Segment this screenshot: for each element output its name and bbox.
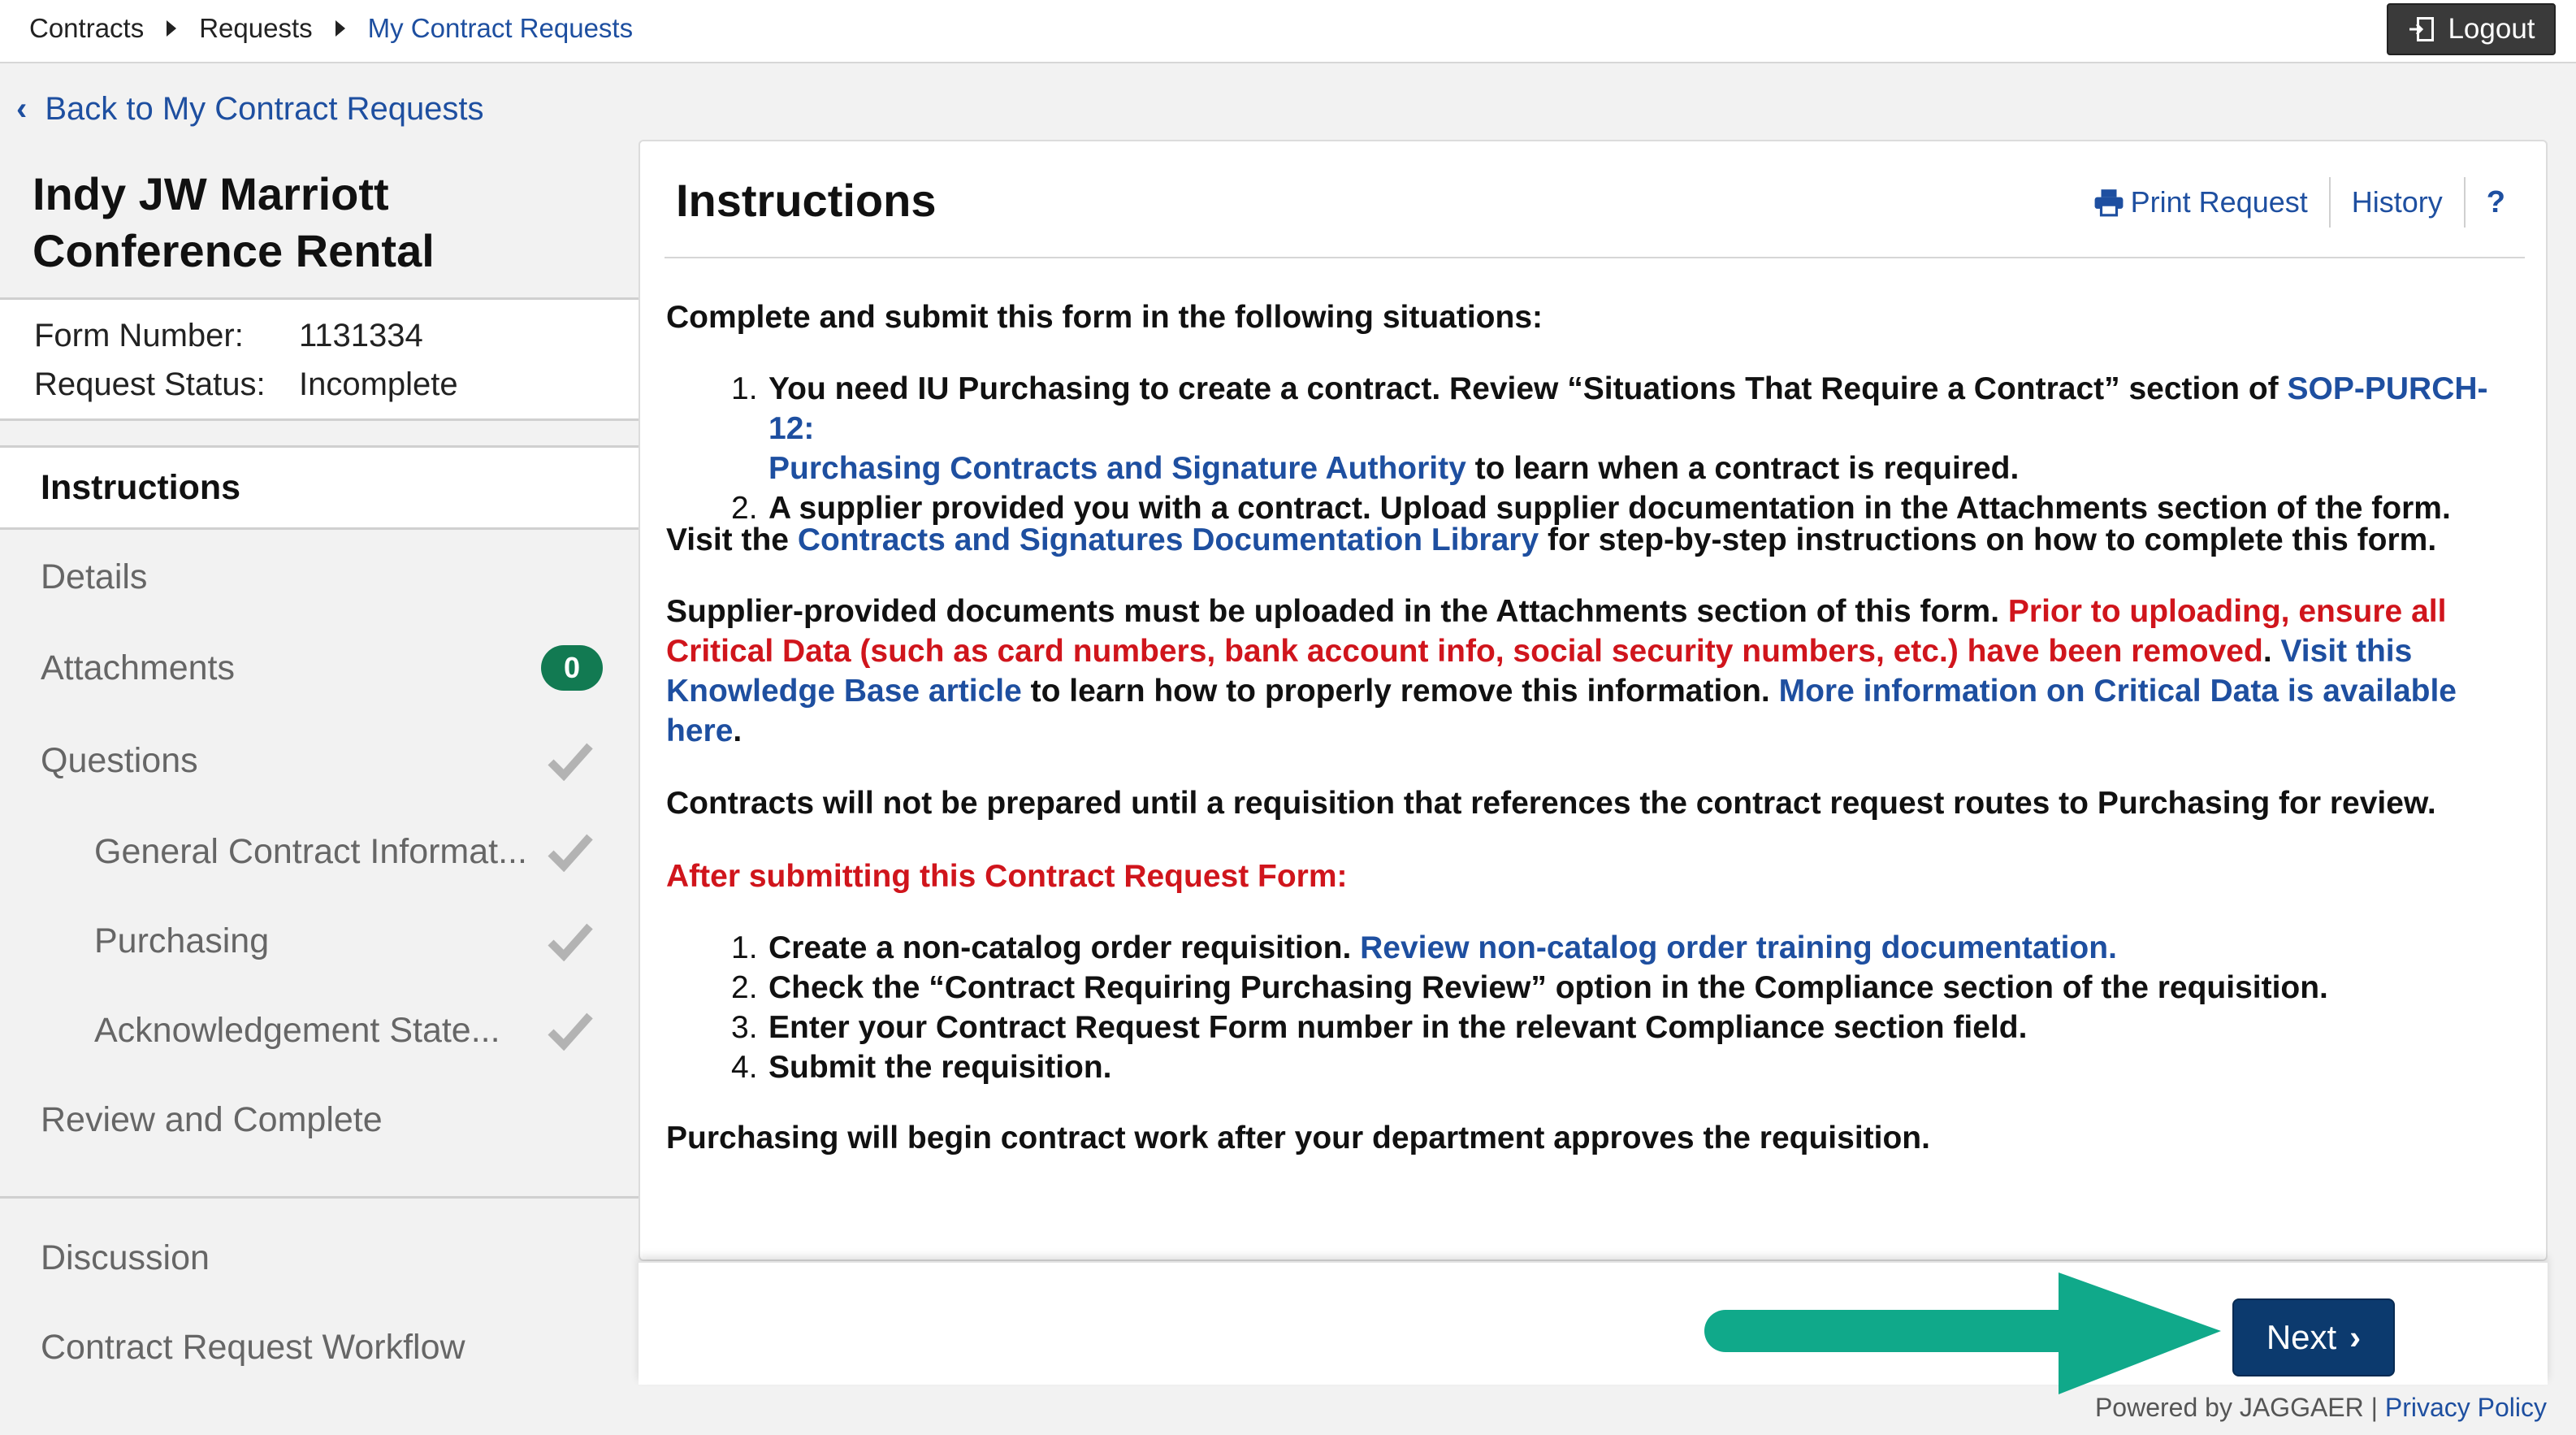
non-catalog-training-link[interactable]: Review non-catalog order training documentation xyxy=(1360,930,2109,965)
sidebar-item-label: Contract Request Workflow xyxy=(41,1327,465,1367)
sop-purch-12-link[interactable]: SOP-PURCH-12: xyxy=(768,371,2488,446)
sidebar-item-label: Acknowledgement State... xyxy=(94,1010,500,1050)
breadcrumb-separator-icon xyxy=(336,20,345,37)
sidebar-item-label: Attachments xyxy=(41,648,235,687)
list-item xyxy=(666,928,2518,968)
list-text: Create a non-catalog order requisition. xyxy=(768,930,1361,965)
request-title-line2: Conference Rental xyxy=(32,225,435,276)
list-number: 3. xyxy=(731,1010,758,1045)
form-number-label: Form Number: xyxy=(34,318,244,353)
supplier-end: . xyxy=(733,713,742,748)
next-button[interactable] xyxy=(2232,1298,2395,1376)
sidebar-item-review-and-complete[interactable] xyxy=(0,1077,639,1162)
critical-data-info-link[interactable]: More information on Critical Data is available xyxy=(1778,674,2457,709)
top-bar xyxy=(0,0,2576,63)
list-item xyxy=(666,968,2518,1008)
sidebar-item-label: Discussion xyxy=(41,1238,210,1277)
sidebar-item-questions[interactable] xyxy=(0,718,639,803)
after-submitting-list xyxy=(666,928,2518,1087)
page-title: Instructions xyxy=(676,175,937,226)
toolbar-divider xyxy=(2464,177,2466,228)
list-text: Enter your Contract Request Form number in the relevant Compliance section field. xyxy=(768,1010,2028,1045)
supplier-text-a: Supplier-provided documents must be uploaded in the Attachments section of this form. xyxy=(666,594,2008,629)
closing-text: Purchasing will begin contract work after your department approves the requisition. xyxy=(666,1121,1930,1155)
intro-text: Complete and submit this form in the following situations: xyxy=(666,300,1543,335)
list-text-end: . xyxy=(2108,930,2117,965)
checkmark-icon xyxy=(548,740,593,781)
supplier-documents-text xyxy=(666,592,2518,751)
list-number: 4. xyxy=(731,1050,758,1085)
sidebar-item-contract-request-workflow[interactable] xyxy=(0,1305,639,1389)
form-number-value: 1131334 xyxy=(299,318,423,353)
list-number: 1. xyxy=(731,371,758,406)
attachments-count-badge: 0 xyxy=(541,645,603,691)
powered-by-footer xyxy=(2095,1393,2547,1423)
list-number: 2. xyxy=(731,970,758,1005)
request-status-label: Request Status: xyxy=(34,366,266,402)
list-text: to learn when a contract is required. xyxy=(1466,451,2020,486)
print-request-label: Print Request xyxy=(2130,185,2308,219)
logout-button[interactable] xyxy=(2387,3,2556,55)
visit-text xyxy=(666,520,2518,560)
logout-label: Logout xyxy=(2448,13,2535,45)
sidebar-item-attachments[interactable] xyxy=(0,626,639,710)
sidebar-divider xyxy=(0,1196,639,1199)
help-icon[interactable]: ? xyxy=(2486,184,2505,219)
visit-text-a: Visit the xyxy=(666,522,798,557)
after-submitting-heading: After submitting this Contract Request Form: xyxy=(666,859,1348,894)
list-text: A supplier provided you with a contract. Upload supplier documentation in the Attachments section of the form. xyxy=(768,491,2451,526)
checkmark-icon xyxy=(548,831,593,872)
checkmark-icon xyxy=(548,1010,593,1051)
history-link[interactable]: History xyxy=(2351,185,2443,219)
critical-data-warning: Prior to uploading, ensure all xyxy=(2007,594,2447,629)
back-to-my-contract-requests-link[interactable] xyxy=(16,91,484,128)
list-item xyxy=(666,1047,2518,1087)
critical-data-info-link[interactable]: here xyxy=(666,713,734,748)
card-toolbar xyxy=(2093,177,2505,228)
sidebar-item-label: General Contract Informat... xyxy=(94,831,527,871)
sidebar-item-acknowledgement-statement[interactable] xyxy=(0,988,639,1073)
breadcrumb xyxy=(29,13,633,44)
request-title xyxy=(32,166,435,280)
list-item xyxy=(666,1008,2518,1047)
list-text: You need IU Purchasing to create a contract. Review “Situations That Require a Contract” section of xyxy=(768,371,2288,406)
documentation-library-link[interactable]: Contracts and Signatures Documentation Library xyxy=(797,522,1539,557)
knowledge-base-link[interactable]: Knowledge Base article xyxy=(666,674,1022,709)
sidebar-item-details[interactable] xyxy=(0,535,639,619)
list-text: Check the “Contract Requiring Purchasing Review” option in the Compliance section of the requisition. xyxy=(768,970,2328,1005)
request-status-value: Incomplete xyxy=(299,366,458,402)
list-item xyxy=(666,369,2518,488)
sidebar-item-label: Purchasing xyxy=(94,921,270,960)
knowledge-base-link[interactable]: Visit this xyxy=(2280,634,2413,669)
supplier-period: . xyxy=(2262,634,2281,669)
chevron-right-icon: › xyxy=(2349,1318,2362,1356)
visit-text-b: for step-by-step instructions on how to complete this form. xyxy=(1539,522,2437,557)
sidebar-item-label: Questions xyxy=(41,740,198,780)
sidebar-item-instructions[interactable] xyxy=(0,445,639,530)
chevron-left-icon: ‹ xyxy=(16,91,28,127)
request-meta xyxy=(0,297,639,421)
logout-icon xyxy=(2407,15,2436,44)
request-status-row xyxy=(34,366,458,403)
back-link-label: Back to My Contract Requests xyxy=(45,91,484,127)
sidebar-item-general-contract-information[interactable] xyxy=(0,809,639,894)
situations-list xyxy=(666,369,2518,528)
sidebar-item-label: Instructions xyxy=(41,467,241,507)
instructions-card xyxy=(639,140,2548,1261)
checkmark-icon xyxy=(548,921,593,961)
sidebar-item-discussion[interactable] xyxy=(0,1216,639,1300)
sidebar-item-label: Review and Complete xyxy=(41,1099,383,1139)
form-number-row xyxy=(34,318,423,354)
breadcrumb-contracts[interactable]: Contracts xyxy=(29,13,145,43)
supplier-text-b: to learn how to properly remove this information. xyxy=(1021,674,1779,709)
critical-data-warning: Critical Data (such as card numbers, bank account info, social security numbers, etc.) have been removed xyxy=(666,634,2263,669)
privacy-policy-link[interactable]: Privacy Policy xyxy=(2384,1393,2547,1422)
sidebar-item-purchasing[interactable] xyxy=(0,899,639,983)
printer-icon xyxy=(2093,188,2124,217)
breadcrumb-requests[interactable]: Requests xyxy=(199,13,313,43)
request-title-line1: Indy JW Marriott xyxy=(32,168,389,219)
arrow-right-icon xyxy=(1701,1272,2221,1411)
contracts-note: Contracts will not be prepared until a requisition that references the contract request routes to Purchasing for review. xyxy=(666,786,2436,821)
print-request-link[interactable] xyxy=(2093,185,2308,219)
list-text: Submit the requisition. xyxy=(768,1050,1112,1085)
title-divider xyxy=(665,257,2525,258)
list-number: 2. xyxy=(731,491,758,526)
purchasing-contracts-link[interactable]: Purchasing Contracts and Signature Authority xyxy=(768,451,1466,486)
sidebar-item-label: Details xyxy=(41,557,148,596)
breadcrumb-separator-icon xyxy=(167,20,176,37)
breadcrumb-my-contract-requests[interactable]: My Contract Requests xyxy=(367,13,634,43)
toolbar-divider xyxy=(2329,177,2331,228)
next-label: Next xyxy=(2266,1318,2337,1356)
powered-by-text: Powered by JAGGAER | xyxy=(2094,1393,2385,1422)
list-number: 1. xyxy=(731,930,758,965)
